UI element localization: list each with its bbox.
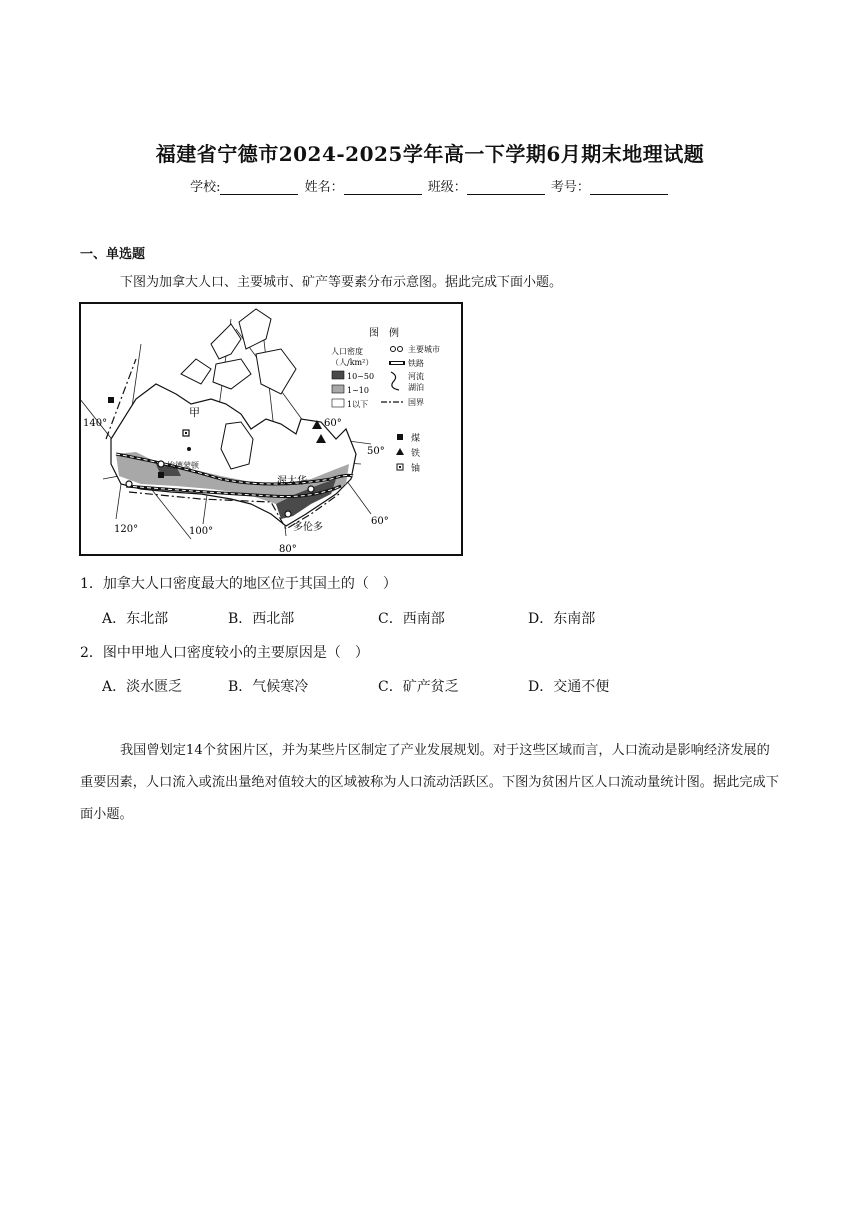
city-marker-edmonton: [158, 461, 164, 467]
legend-swatch-sparse: [332, 399, 344, 407]
arctic-island-4: [213, 359, 251, 389]
legend-river-label: 河流: [408, 372, 424, 381]
legend-dense-label: 10~50: [347, 372, 375, 381]
class-blank[interactable]: [467, 182, 545, 195]
label-deg-140: 140°: [83, 418, 108, 429]
arctic-island-2: [239, 309, 271, 349]
passage-2: [80, 735, 780, 831]
q2-option-a[interactable]: A．淡水匮乏: [102, 679, 183, 695]
label-toronto: 多伦多: [293, 522, 323, 533]
label-deg-50: 50°: [367, 446, 385, 457]
canada-map-figure: [79, 302, 463, 556]
legend-coal-label: 煤: [411, 434, 421, 444]
legend-sparse-label: 1以下: [347, 400, 369, 409]
legend-density-unit: （人/km²）: [331, 358, 374, 367]
legend-swatch-medium: [332, 385, 344, 393]
canada-map: [81, 304, 461, 554]
q2-option-d[interactable]: D．交通不便: [528, 679, 610, 695]
legend-lake-label: 湖泊: [408, 383, 424, 392]
city-marker-vancouver: [126, 481, 132, 487]
exam-number-blank[interactable]: [590, 182, 668, 195]
q1-option-d[interactable]: D．东南部: [528, 611, 596, 627]
legend-swatch-dense: [332, 371, 344, 379]
question-1-stem: 1．加拿大人口密度最大的地区位于其国土的（ ）: [80, 576, 397, 592]
label-edmonton: 埃德蒙顿: [167, 461, 199, 470]
legend-density-label: 人口密度: [331, 347, 363, 356]
arctic-island-3: [181, 359, 211, 384]
exam-number-label: 考号：: [550, 180, 590, 195]
legend-coal-symbol: [397, 434, 403, 440]
question-2-stem: 2．图中甲地人口密度较小的主要原因是（ ）: [80, 645, 369, 661]
legend-medium-label: 1~10: [347, 386, 369, 395]
passage-2-text: 我国曾划定14个贫困片区，并为某些片区制定了产业发展规划。对于这些区域而言，人口流动是影响经济发展的重要因素，人口流入或流出量绝对值较大的区域被称为人口流动活跃区。下图为贫困片区人口流动量统计图。据此完成下面小题。: [80, 743, 779, 822]
q1-option-c[interactable]: C．西南部: [378, 611, 445, 627]
class-label: 班级：: [427, 180, 467, 195]
page-title: 福建省宁德市2024-2025学年高一下学期6月期末地理试题: [155, 142, 705, 166]
coal-symbol-1: [108, 397, 114, 403]
label-jia: 甲: [189, 406, 200, 419]
school-blank[interactable]: [220, 182, 298, 195]
label-deg-100: 100°: [189, 526, 214, 537]
label-deg-60-north: 60°: [324, 418, 342, 429]
name-label: 姓名：: [304, 180, 344, 195]
label-deg-120: 120°: [114, 524, 139, 535]
q1-option-a[interactable]: A．东北部: [102, 611, 169, 627]
q2-option-b[interactable]: B．气候寒冷: [228, 679, 309, 695]
city-marker-ottawa: [308, 486, 314, 492]
section-heading: 一、单选题: [80, 247, 146, 262]
baffin-island: [256, 349, 296, 394]
legend-iron-symbol: [396, 448, 404, 455]
legend-river-symbol: [391, 372, 399, 390]
coal-symbol-2: [158, 472, 164, 478]
label-deg-60-south: 60°: [371, 516, 389, 527]
q1-option-b[interactable]: B．西北部: [228, 611, 295, 627]
student-info-line: [0, 176, 860, 195]
legend-border-label: 国界: [408, 398, 424, 407]
jia-point: [187, 447, 191, 451]
city-marker-toronto: [285, 511, 291, 517]
name-blank[interactable]: [344, 182, 422, 195]
legend-railway-label: 铁路: [408, 359, 424, 368]
q2-option-c[interactable]: C．矿产贫乏: [378, 679, 459, 695]
legend-title: 图 例: [369, 328, 399, 339]
legend-city-label: 主要城市: [408, 345, 440, 354]
school-label: 学校:: [190, 180, 221, 195]
label-ottawa: 渥太华: [277, 476, 307, 487]
legend-uranium-label: 铀: [411, 464, 421, 474]
section-intro: 下图为加拿大人口、主要城市、矿产等要素分布示意图。据此完成下面小题。: [120, 275, 563, 290]
label-deg-80: 80°: [279, 544, 297, 554]
legend-iron-label: 铁: [411, 449, 421, 459]
